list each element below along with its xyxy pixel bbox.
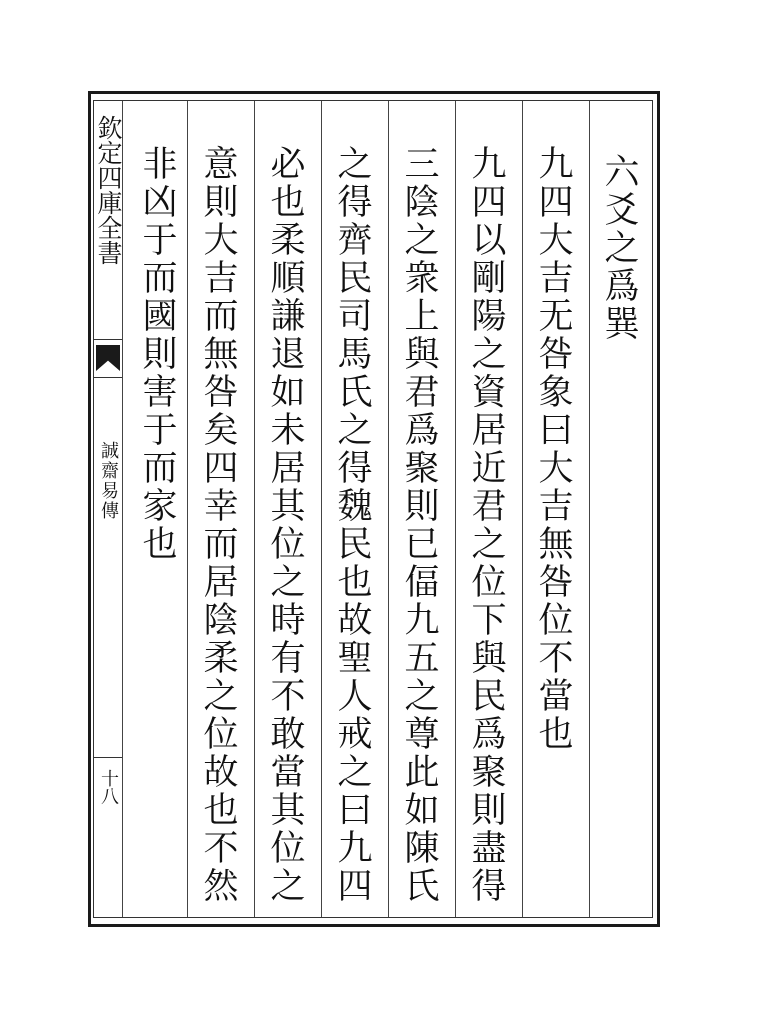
book-title: 欽定四庫全書 [94,115,123,265]
text-column-3: 九四以剛陽之資居近君之位下與民爲聚則盡得 [466,145,506,905]
column-rule [254,101,255,917]
volume-title: 誠齋易傳 [98,441,119,521]
text-column-4: 三陰之衆上與君爲聚則已偪九五之尊此如陳氏 [399,145,439,905]
column-rule [187,101,188,917]
fish-tail-mark [96,345,120,371]
column-rule [321,101,322,917]
text-column-1: 六爻之爲巽 [599,153,639,343]
column-rule [589,101,590,917]
text-column-6: 必也柔順謙退如未居其位之時有不敢當其位之 [265,145,305,905]
text-column-5: 之得齊民司馬氏之得魏民也故聖人戒之曰九四 [332,145,372,905]
text-column-7: 意則大吉而無咎矣四幸而居陰柔之位故也不然 [198,145,238,905]
column-rule [522,101,523,917]
fish-tail-line-bottom [94,377,122,378]
column-rule [455,101,456,917]
page-frame [88,91,660,927]
fish-tail-line-top [94,339,122,340]
text-column-2: 九四大吉无咎象曰大吉無咎位不當也 [533,145,573,753]
folio-line [94,757,122,758]
text-block [93,100,653,918]
column-rule [388,101,389,917]
text-column-8: 非凶于而國則害于而家也 [137,145,177,563]
folio-number: 十八 [98,769,119,805]
book-margin [94,101,123,917]
